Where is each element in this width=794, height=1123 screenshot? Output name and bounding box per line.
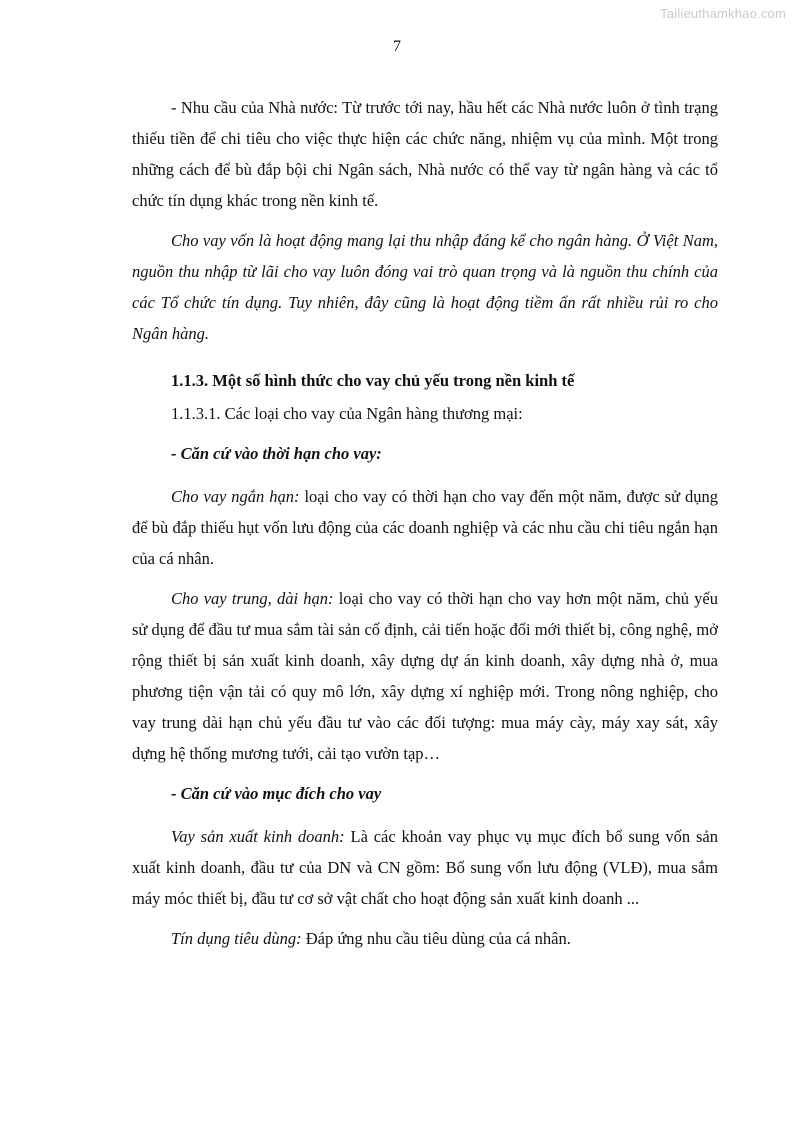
paragraph-lending-income: Cho vay vốn là hoạt động mang lại thu nhập đáng kể cho ngân hàng. Ở Việt Nam, nguồn thu nhập từ lãi cho vay luôn đóng vai trò quan trọng và là nguồn thu chính của các Tổ chức tín dụng. Tuy nhiên, đây cũng là hoạt động tiềm ẩn rất nhiều rủi ro cho Ngân hàng. (132, 231, 718, 343)
criterion-term-heading: - Căn cứ vào thời hạn cho vay: (171, 444, 382, 463)
short-term-label: Cho vay ngắn hạn: (171, 487, 300, 506)
page-number: 7 (393, 38, 401, 55)
business-loan-label: Vay sản xuất kinh doanh: (171, 827, 345, 846)
section-subheading: 1.1.3.1. Các loại cho vay của Ngân hàng thương mại: (171, 404, 523, 423)
criterion-purpose-heading: - Căn cứ vào mục đích cho vay (171, 784, 382, 803)
medium-long-label: Cho vay trung, dài hạn: (171, 589, 334, 608)
watermark: Tailieuthamkhao.com (660, 6, 786, 21)
paragraph-consumer-credit (132, 923, 718, 954)
paragraph-state-needs: - Nhu cầu của Nhà nước: Từ trước tới nay, hầu hết các Nhà nước luôn ở tình trạng thiếu tiền để chi tiêu cho việc thực hiện các chức năng, nhiệm vụ của mình. Một trong những cách để bù đắp bội chi Ngân sách, Nhà nước có thể vay từ ngân hàng và các tổ chức tín dụng khác trong nền kinh tế. (132, 98, 718, 210)
short-term-text: loại cho vay có thời hạn cho vay đến một năm, được sử dụng để bù đắp thiếu hụt vốn lưu động của các doanh nghiệp và các nhu cầu chi tiêu ngắn hạn của cá nhân. (132, 487, 718, 568)
paragraph-business-loan (132, 821, 718, 914)
paragraph-short-term (132, 481, 718, 574)
paragraph-medium-long-term (132, 583, 718, 769)
business-loan-text: Là các khoản vay phục vụ mục đích bổ sung vốn sản xuất kinh doanh, đầu tư của DN và CN gồm: Bổ sung vốn lưu động (VLĐ), mua sắm máy móc thiết bị, đầu tư cơ sở vật chất cho hoạt động sản xuất kinh doanh ... (132, 827, 719, 908)
medium-long-text: loại cho vay có thời hạn cho vay hơn một năm, chủ yếu sử dụng để đầu tư mua sắm tài sản cố định, cải tiến hoặc đổi mới thiết bị, công nghệ, mở rộng thiết bị sản xuất kinh doanh, xây dựng dự án kinh doanh, xây dựng nhà ở, mua phương tiện vận tải có quy mô lớn, xây dựng xí nghiệp mới. Trong nông nghiệp, cho vay trung dài hạn chủ yếu đầu tư vào các đối tượng: mua máy cày, máy xay sát, xây dựng hệ thống mương tưới, cải tạo vườn tạp… (132, 589, 718, 763)
document-body (132, 92, 718, 963)
consumer-credit-label: Tín dụng tiêu dùng: (171, 929, 302, 948)
section-heading: 1.1.3. Một số hình thức cho vay chủ yếu trong nền kinh tế (171, 371, 575, 390)
consumer-credit-text: Đáp ứng nhu cầu tiêu dùng của cá nhân. (301, 929, 571, 948)
